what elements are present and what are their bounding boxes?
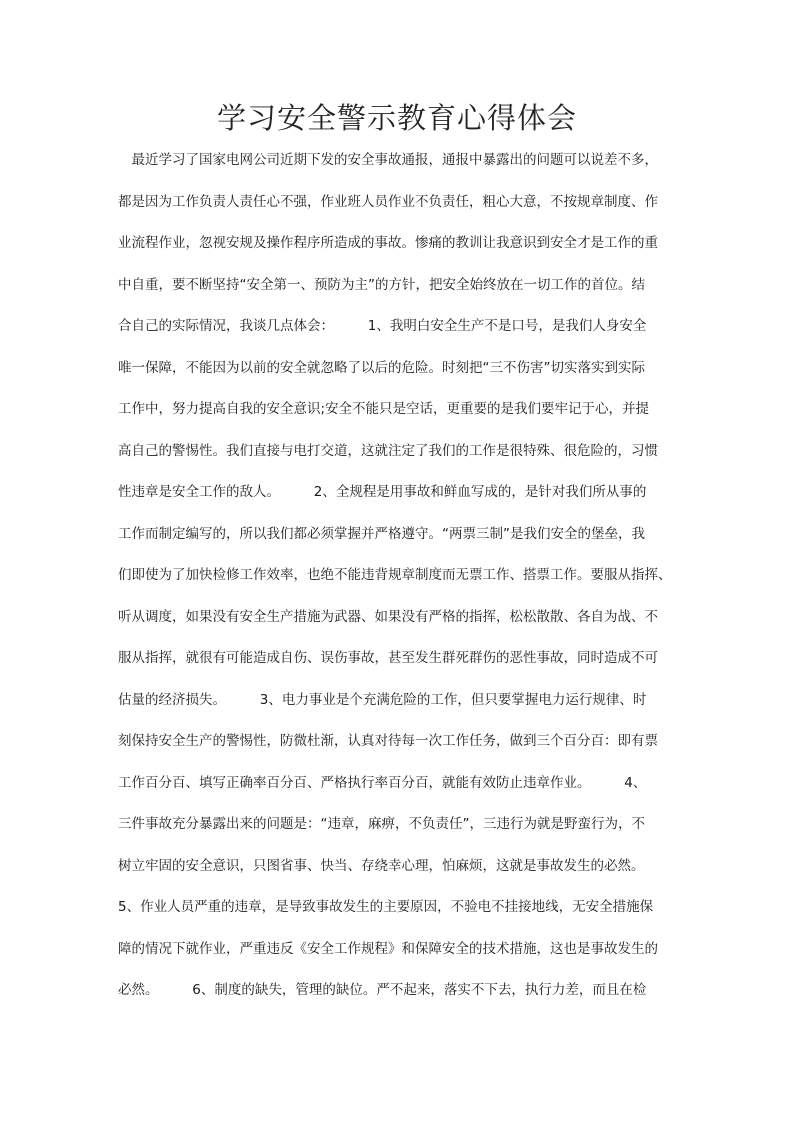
body-line: 必然。 6、制度的缺失，管理的缺位。严不起来，落实不下去，执行力差，而且在检 [118, 982, 647, 998]
body-line: 们即使为了加快检修工作效率，也绝不能违背规章制度而无票工作、搭票工作。要服从指挥、 [118, 567, 672, 583]
body-line: 5、作业人员严重的违章，是导致事故发生的主要原因，不验电不挂接地线，无安全措施保 [118, 899, 654, 915]
body-line: 树立牢固的安全意识，只图省事、快当、存绕幸心理，怕麻烦，这就是事故发生的必然。 [118, 857, 645, 874]
document-body [118, 150, 678, 1022]
body-line: 工作而制定编写的，所以我们都必须掌握并严格遵守。“两票三制”是我们安全的堡垒，我 [118, 525, 645, 542]
body-line: 服从指挥，就很有可能造成自伤、误伤事故，甚至发生群死群伤的恶性事故，同时造成不可 [118, 650, 658, 666]
body-line: 中自重，要不断坚持“安全第一、预防为主”的方针，把安全始终放在一切工作的首位。结 [118, 276, 645, 293]
body-line: 合自己的实际情况，我谈几点体会： 1、我明白安全生产不是口号，是我们人身安全 [118, 318, 647, 334]
body-line: 工作中，努力提高自我的安全意识;安全不能只是空话，更重要的是我们要牢记于心，并提 [118, 401, 650, 417]
body-line: 工作百分百、填写正确率百分百、严格执行率百分百，就能有效防止违章作业。 4、 [118, 774, 647, 791]
body-line: 性违章是安全工作的敌人。 2、全规程是用事故和鲜血写成的，是针对我们所从事的 [118, 484, 647, 500]
body-line: 障的情况下就作业，严重违反《安全工作规程》和保障安全的技术措施，这也是事故发生的 [118, 940, 658, 957]
body-line: 唯一保障，不能因为以前的安全就忽略了以后的危险。时刻把“三不伤害”切实落实到实际 [118, 359, 645, 376]
body-line: 刻保持安全生产的警惕性，防微杜渐，认真对待每一次工作任务，做到三个百分百：即有票 [118, 733, 658, 749]
body-line: 估量的经济损失。 3、电力事业是个充满危险的工作，但只要掌握电力运行规律、时 [118, 691, 647, 708]
document-title: 学习安全警示教育心得体会 [216, 101, 577, 135]
body-line: 三件事故充分暴露出来的问题是：“违章，麻痹，不负责任”，三违行为就是野蛮行为，不 [118, 816, 645, 832]
body-line: 都是因为工作负责人责任心不强，作业班人员作业不负责任，粗心大意，不按规章制度、作 [118, 193, 658, 210]
body-line: 最近学习了国家电网公司近期下发的安全事故通报，通报中暴露出的问题可以说差不多， [118, 152, 658, 168]
body-line: 听从调度，如果没有安全生产措施为武器、如果没有严格的指挥，松松散散、各自为战、不 [118, 608, 658, 625]
body-line: 高自己的警惕性。我们直接与电打交道，这就注定了我们的工作是很特殊、很危险的，习惯 [118, 442, 658, 459]
body-line: 业流程作业，忽视安规及操作程序所造成的事故。惨痛的教训让我意识到安全才是工作的重 [118, 235, 658, 251]
